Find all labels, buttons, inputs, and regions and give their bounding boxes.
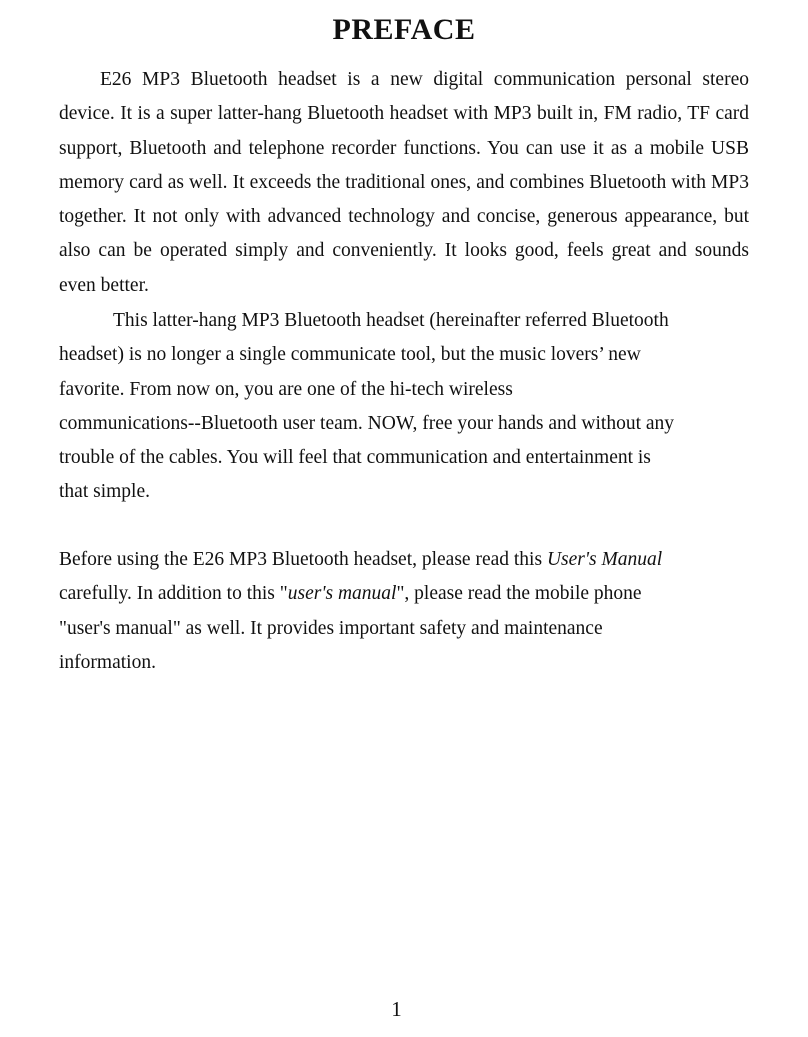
paragraph-line: This latter-hang MP3 Bluetooth headset (hereinafter referred Bluetooth xyxy=(113,310,669,331)
paragraph-line: that simple. xyxy=(59,481,150,503)
paragraph-line: favorite. From now on, you are one of the hi-tech wireless xyxy=(59,378,513,400)
manual-title-italic: User's Manual xyxy=(546,549,663,570)
paragraph-line: communications--Bluetooth user team. NOW, free your hands and without any xyxy=(59,412,675,434)
paragraph-line: "user's manual" as well. It provides important safety and maintenance xyxy=(59,617,603,639)
line-text: Before using the E26 MP3 Bluetooth headset, please read this xyxy=(59,549,547,570)
preface-paragraph-features xyxy=(59,304,749,510)
line-text: carefully. In addition to this " xyxy=(59,583,288,605)
paragraph-line: headset) is no longer a single communicate tool, but the music lovers’ new xyxy=(59,344,641,366)
preface-paragraph-manual-notice xyxy=(59,543,749,680)
manual-title-italic: user's manual xyxy=(287,583,397,605)
preface-paragraph-intro: E26 MP3 Bluetooth headset is a new digital communication personal stereo device. It is a super latter-hang Bluetooth headset with MP3 built in, FM radio, TF card support, Bluetooth and telephone recorder functions. You can use it as a mobile USB memory card as well. It exceeds the traditional ones, and combines Bluetooth with MP3 together. It not only with advanced technology and concise, generous appearance, but also can be operated simply and conveniently. It looks good, feels great and sounds even better. xyxy=(59,69,749,296)
paragraph-line: trouble of the cables. You will feel that communication and entertainment is xyxy=(59,447,651,469)
line-text: ", please read the mobile phone xyxy=(396,583,642,605)
page-title: PREFACE xyxy=(332,13,476,46)
paragraph-line xyxy=(59,543,749,577)
page-number: 1 xyxy=(391,997,402,1021)
paragraph-line xyxy=(59,577,749,611)
paragraph-line: information. xyxy=(59,651,156,673)
